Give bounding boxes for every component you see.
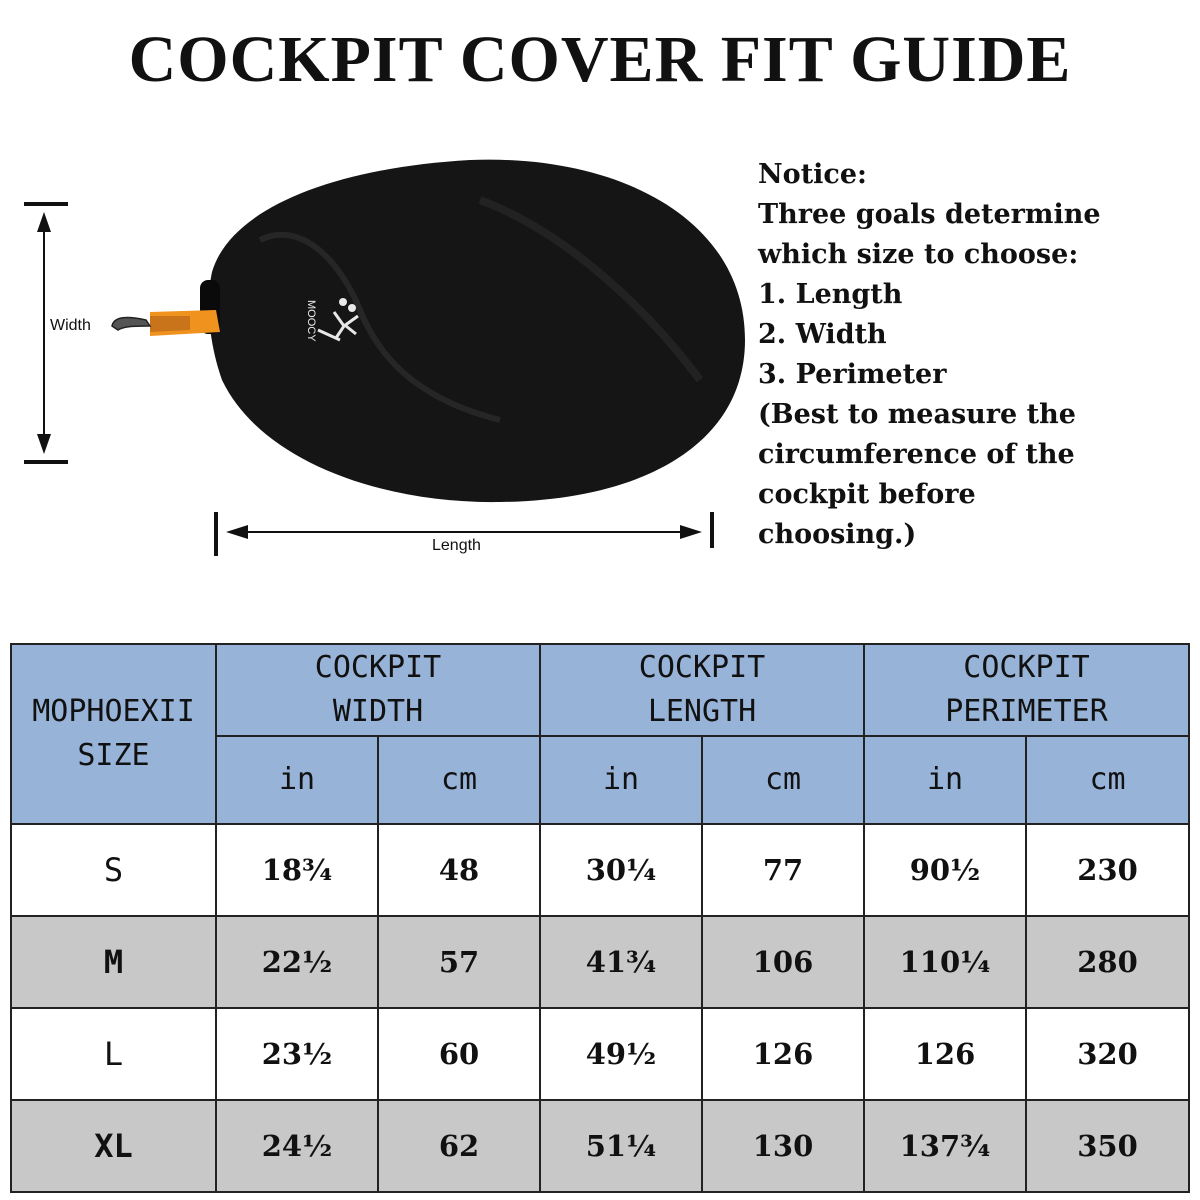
group-header-line: COCKPIT	[638, 650, 766, 685]
size-chart-table	[10, 643, 1190, 1193]
table-cell: 350	[1026, 1100, 1189, 1192]
size-column-header	[11, 644, 216, 824]
length-arrow-left-icon	[226, 525, 248, 539]
size-cell: S	[11, 824, 216, 916]
unit-header: in	[864, 736, 1026, 824]
unit-header: cm	[378, 736, 540, 824]
table-cell: 126	[702, 1008, 864, 1100]
unit-header: cm	[1026, 736, 1189, 824]
size-cell: L	[11, 1008, 216, 1100]
group-header-line: LENGTH	[647, 694, 757, 729]
length-label: Length	[432, 537, 481, 554]
table-cell: 23½	[216, 1008, 378, 1100]
table-cell: 320	[1026, 1008, 1189, 1100]
table-cell: 110¼	[864, 916, 1026, 1008]
unit-header: in	[216, 736, 378, 824]
width-label: Width	[50, 317, 91, 334]
notice-line: cockpit before	[758, 479, 976, 510]
orange-strap-shadow	[150, 316, 190, 332]
table-cell: 41¾	[540, 916, 702, 1008]
table-row	[11, 916, 1189, 1008]
table-cell: 62	[378, 1100, 540, 1192]
length-arrow-right-icon	[680, 525, 702, 539]
unit-header: in	[540, 736, 702, 824]
table-cell: 90½	[864, 824, 1026, 916]
size-header-line: MOPHOEXII	[32, 694, 195, 729]
table-row	[11, 1100, 1189, 1192]
width-group-header	[216, 644, 540, 736]
notice-line: which size to choose:	[758, 239, 1079, 270]
notice-heading: Notice:	[758, 159, 868, 190]
table-cell: 18¾	[216, 824, 378, 916]
table-cell: 137¾	[864, 1100, 1026, 1192]
notice-line: circumference of the	[758, 439, 1075, 470]
table-row	[11, 1008, 1189, 1100]
group-header-line: PERIMETER	[945, 694, 1108, 729]
group-header-line: COCKPIT	[963, 650, 1090, 685]
group-header-line: COCKPIT	[314, 650, 442, 685]
table-cell: 106	[702, 916, 864, 1008]
size-header-line: SIZE	[77, 738, 150, 773]
table-cell: 24½	[216, 1100, 378, 1192]
table-cell: 126	[864, 1008, 1026, 1100]
width-arrow-up-icon	[37, 212, 51, 232]
notice-line: 1. Length	[758, 279, 903, 310]
table-cell: 51¼	[540, 1100, 702, 1192]
clip-hook-icon	[112, 318, 150, 330]
size-cell: M	[11, 916, 216, 1008]
table-cell: 230	[1026, 824, 1189, 916]
perimeter-group-header	[864, 644, 1189, 736]
notice-panel	[758, 155, 1178, 555]
page-title: COCKPIT COVER FIT GUIDE	[128, 23, 1072, 96]
table-cell: 48	[378, 824, 540, 916]
notice-line: Three goals determine	[758, 199, 1101, 230]
notice-line: 3. Perimeter	[758, 359, 947, 390]
table-cell: 280	[1026, 916, 1189, 1008]
group-header-line: WIDTH	[332, 694, 424, 729]
table-cell: 77	[702, 824, 864, 916]
notice-line: choosing.)	[758, 519, 917, 550]
width-arrow-down-icon	[37, 434, 51, 454]
table-cell: 49½	[540, 1008, 702, 1100]
cockpit-cover-illustration	[0, 140, 760, 580]
table-cell: 30¼	[540, 824, 702, 916]
brand-text: MOOCY	[305, 300, 317, 342]
notice-line: (Best to measure the	[758, 399, 1076, 430]
table-cell: 130	[702, 1100, 864, 1192]
length-group-header	[540, 644, 864, 736]
table-cell: 57	[378, 916, 540, 1008]
table-cell: 60	[378, 1008, 540, 1100]
unit-header: cm	[702, 736, 864, 824]
cockpit-cover-figure	[0, 140, 760, 580]
table-cell: 22½	[216, 916, 378, 1008]
size-cell: XL	[11, 1100, 216, 1192]
notice-line: 2. Width	[758, 319, 887, 350]
table-row	[11, 824, 1189, 916]
